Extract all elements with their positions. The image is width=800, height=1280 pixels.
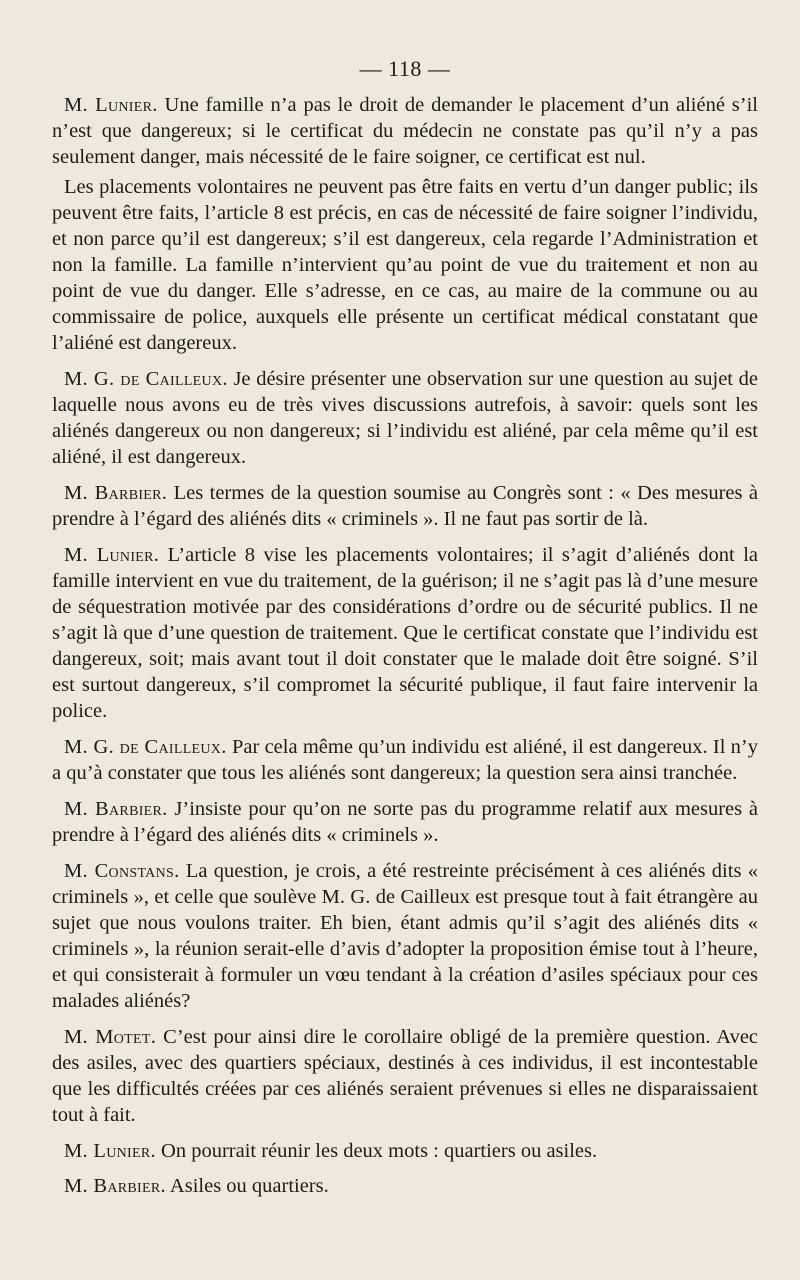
- paragraph-text: Je désire présenter une observation sur une question au sujet de laquelle nous avons eu de très vives discussions autrefois, à savoir: quels sont les aliénés dangereux ou non dangereux; si l’individu est aliéné, par cela même qu’il est aliéné, il est dangereux.: [52, 368, 758, 468]
- paragraph-text: L’article 8 vise les placements volontaires; il s’agit d’aliénés dont la famille intervient en vue du traitement, de la guérison; il ne s’agit pas là d’une mesure de séquestration motivée par des considérations d’ordre ou de sécurité publics. Il ne s’agit là que d’une question de traitement. Que le certificat constate que l’individu est dangereux, soit; mais avant tout il doit constater que le malade doit être soigné. S’il est surtout dangereux, s’il compromet la sécurité publique, il faut faire intervenir la police.: [52, 544, 758, 722]
- speaker-name: M. Lunier.: [64, 544, 160, 566]
- paragraph: [52, 858, 758, 1014]
- speaker-name: M. Barbier.: [64, 482, 168, 504]
- speaker-name: M. G. de Cailleux.: [64, 368, 228, 390]
- paragraph: [52, 542, 758, 724]
- paragraph-text: J’insiste pour qu’on ne sorte pas du programme relatif aux mesures à prendre à l’égard des aliénés dits « criminels ».: [52, 798, 759, 846]
- paragraph: [52, 366, 758, 470]
- paragraph-text: Asiles ou quartiers.: [169, 1175, 329, 1197]
- paragraph-text: La question, je crois, a été restreinte précisément à ces aliénés dits « criminels », et celle que soulève M. G. de Cailleux est presque tout à fait étrangère au sujet que nous voulons traiter. Eh bien, étant admis qu’il s’agit des aliénés dits « criminels », la réunion serait-elle d’avis d’adopter la proposition émise tout à l’heure, et qui consisterait à formuler un vœu tendant à la création d’asiles spéciaux pour ces malades aliénés?: [52, 860, 758, 1012]
- paragraph: [52, 1138, 758, 1164]
- paragraph-text: Les termes de la question soumise au Congrès sont : « Des mesures à prendre à l’égard des aliénés dits « criminels ». Il ne faut pas sortir de là.: [52, 482, 758, 530]
- paragraph: [52, 796, 758, 848]
- paragraph: [52, 1173, 758, 1199]
- speaker-name: M. Motet.: [64, 1026, 157, 1048]
- speaker-name: M. Constans.: [64, 860, 180, 882]
- paragraph: [52, 734, 758, 786]
- paragraph-text: C’est pour ainsi dire le corollaire obligé de la première question. Avec des asiles, avec des quartiers spéciaux, destinés à ces individus, il est incontestable que les difficultés créées par ces aliénés seraient prévenues si elles ne disparaissaient tout à fait.: [52, 1026, 759, 1126]
- speaker-name: M. Barbier.: [64, 798, 168, 820]
- speaker-name: M. Lunier.: [64, 1140, 156, 1162]
- paragraph: [52, 92, 758, 170]
- page-number: — 118 —: [359, 56, 451, 81]
- speaker-name: M. Barbier.: [64, 1175, 166, 1197]
- paragraph: [52, 480, 758, 532]
- paragraph-text: Par cela même qu’un individu est aliéné, il est dangereux. Il n’y a qu’à constater que tous les aliénés sont dangereux; la question sera ainsi tranchée.: [52, 736, 759, 784]
- page: [52, 56, 758, 1209]
- paragraph-text: On pourrait réunir les deux mots : quartiers ou asiles.: [161, 1140, 598, 1162]
- paragraph: [52, 174, 758, 356]
- speaker-name: M. G. de Cailleux.: [64, 736, 227, 758]
- paragraph: [52, 1024, 758, 1128]
- paragraph-text: Une famille n’a pas le droit de demander le placement d’un aliéné s’il n’est que dangereux; si le certificat du médecin ne constate pas qu’il n’y a pas seulement danger, mais nécessité de le faire soigner, ce certificat est nul.: [52, 94, 758, 168]
- paragraph-text: Les placements volontaires ne peuvent pas être faits en vertu d’un danger public; ils peuvent être faits, l’article 8 est précis, en cas de nécessité de faire soigner l’individu, et non parce qu’il est dangereux; s’il est dangereux, cela regarde l’Administration et non la famille. La famille n’intervient qu’au point de vue du traitement et non au point de vue du danger. Elle s’adresse, en ce cas, au maire de la commune ou au commissaire de police, auxquels elle présente un certificat médical constatant que l’aliéné est dangereux.: [52, 176, 758, 354]
- speaker-name: M. Lunier.: [64, 94, 158, 116]
